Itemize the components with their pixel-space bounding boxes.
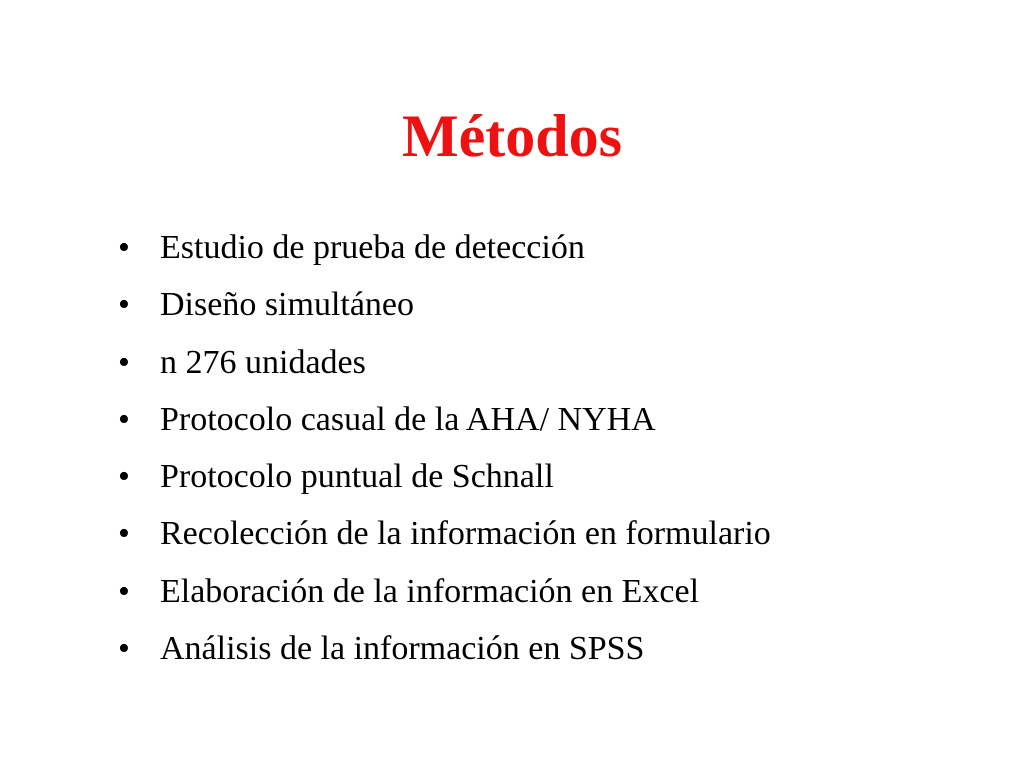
list-item-text: Protocolo puntual de Schnall <box>160 458 554 496</box>
list-item-text: Estudio de prueba de detección <box>160 229 585 266</box>
list-item-text: Recolección de la información en formulario <box>160 515 771 553</box>
bullet-icon: • <box>118 229 130 266</box>
list-item-text: Protocolo casual de la AHA/ NYHA <box>160 400 656 438</box>
list-item <box>112 573 771 630</box>
list-item-text: Diseño simultáneo <box>160 286 415 324</box>
bullet-list <box>112 229 771 687</box>
list-item-text: Elaboración de la información en Excel <box>160 572 700 610</box>
list-item <box>112 401 771 458</box>
list-item <box>112 515 771 572</box>
slide-title: Métodos <box>402 103 622 169</box>
bullet-icon: • <box>118 572 130 610</box>
list-item <box>112 229 771 286</box>
bullet-icon: • <box>118 400 130 438</box>
bullet-icon: • <box>118 343 130 381</box>
bullet-icon: • <box>118 286 130 324</box>
list-item <box>112 344 771 401</box>
list-item-text: Análisis de la información en SPSS <box>160 630 645 668</box>
list-item-text: n 276 unidades <box>160 343 366 381</box>
bullet-icon: • <box>118 458 130 496</box>
bullet-icon: • <box>118 630 130 668</box>
list-item <box>112 458 771 515</box>
list-item <box>112 286 771 343</box>
list-item <box>112 630 771 687</box>
bullet-icon: • <box>118 515 130 553</box>
